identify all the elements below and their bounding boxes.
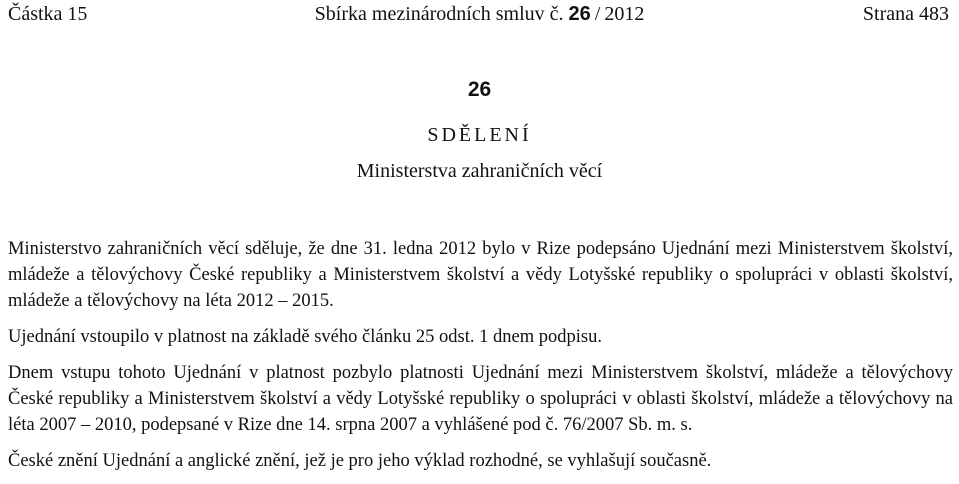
collection-number: 26	[568, 3, 591, 25]
collection-year: 2012	[604, 3, 645, 25]
separator: /	[594, 3, 601, 25]
paragraph: Ministerstvo zahraničních věcí sděluje, že dne 31. ledna 2012 bylo v Rize podepsáno Ujednání mezi Ministerstvem školství, mládeže a tělovýchovy České republiky a Ministerstvem školství a vědy Lotyšské republiky o spolupráci v oblasti školství, mládeže a tělovýchovy na léta 2012 – 2015.	[8, 239, 953, 311]
paragraph: České znění Ujednání a anglické znění, jež je pro jeho výklad rozhodné, se vyhlašují současně.	[8, 451, 712, 471]
document-number: 26	[467, 78, 492, 101]
part-number: Částka 15	[8, 3, 88, 25]
document-subtitle: Ministerstva zahraničních věcí	[356, 160, 603, 182]
document-title: SDĚLENÍ	[427, 124, 532, 146]
paragraph: Ujednání vstoupilo v platnost na základě svého článku 25 odst. 1 dnem podpisu.	[8, 327, 602, 347]
collection-name: Sbírka mezinárodních smluv č.	[314, 3, 564, 25]
collection-heading	[0, 3, 959, 26]
paragraph: Dnem vstupu tohoto Ujednání v platnost pozbylo platnosti Ujednání mezi Ministerstvem školství, mládeže a tělovýchovy České republiky a Ministerstvem školství a vědy Lotyšské republiky o spolupráci v oblasti školství, mládeže a tělovýchovy na léta 2007 – 2010, podepsané v Rize dne 14. srpna 2007 a vyhlášené pod č. 76/2007 Sb. m. s.	[8, 363, 953, 435]
page-number: Strana 483	[862, 3, 949, 25]
document-body	[8, 236, 953, 484]
page-header	[0, 3, 959, 29]
